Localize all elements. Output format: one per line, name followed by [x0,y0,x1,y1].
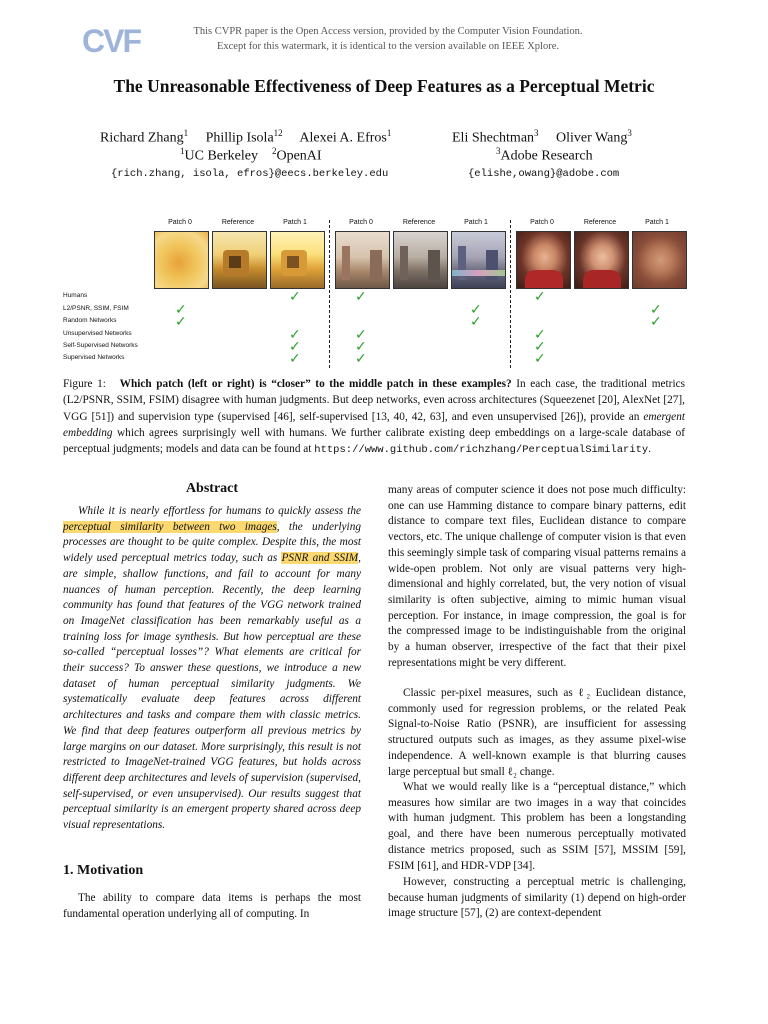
check-icon: ✓ [650,314,662,330]
row-label-l2-psnr: L2/PSNR, SSIM, FSIM [63,305,129,312]
col-label: Reference [221,219,255,226]
affil-sup: 1 [183,128,189,138]
check-icon: ✓ [175,302,187,318]
patch-0-image [335,231,390,289]
body-paragraph: However, constructing a perceptual metric is challenging, because human judgments of similarity (1) depend on high-order image structure [57], (2) are context-dependent [388,876,686,920]
reference-image [393,231,448,289]
patch-1-blurred-image [632,231,687,289]
check-icon: ✓ [534,339,546,355]
figure-caption [63,376,685,458]
reference-image [574,231,629,289]
caption-label: Figure 1: [63,378,106,390]
affiliation: Adobe Research [500,148,593,164]
col-label: Reference [402,219,436,226]
author-name: Phillip Isola [205,130,274,146]
author-name: Richard Zhang [100,130,184,146]
affil-sup: 1 [386,128,392,138]
check-icon: ✓ [355,351,367,367]
patch-0-blurred-image [154,231,209,289]
row-label-humans: Humans [63,292,88,299]
check-icon: ✓ [175,314,187,330]
check-icon: ✓ [470,302,482,318]
check-icon: ✓ [534,289,546,305]
affil-sup: 12 [273,128,283,138]
author-name: Alexei A. Efros [299,130,387,146]
check-icon: ✓ [289,289,301,305]
reference-image [212,231,267,289]
check-icon: ✓ [650,302,662,318]
affil-sup: 1 [180,146,185,156]
col-label: Patch 1 [645,219,669,226]
patch-1-noisy-image [451,231,506,289]
motivation-paragraph: The ability to compare data items is perhaps the most fundamental operation underlying all of computing. In [63,892,361,920]
set-separator [329,220,330,368]
body-paragraph: Classic per-pixel measures, such as ℓ₂ Euclidean distance, commonly used for regression problems, or the related Peak Signal-to-Noise Ratio (PSNR), are insufficient for assessing structured outputs such as images, as they assume pixel-wise independence. A well-known example is that blurring causes large perceptual but small ℓ₂ change. [388,687,686,778]
email-left[interactable]: {rich.zhang, isola, efros}@eecs.berkeley.edu [111,168,389,180]
caption-text: In each case, the traditional metrics (L2/PSNR, SSIM, FSIM) disagree with human judgments. But deep networks, even across architectures (Squeezenet [20], AlexNet [27], VGG [51]) and supervision type (supervised [46], self-supervised [13, 40, 42, 63], and even unsupervised [26]), provide an [63,378,685,423]
watermark-notice [168,24,608,54]
affil-sup: 3 [496,146,501,156]
authors-left [100,128,391,147]
abstract-fragment: , the underlying processes are thought to be quite complex. Despite this, the most widely used perceptual metrics today, such as [63,520,361,565]
body-paragraph: What we would really like is a “perceptual distance,” which measures how similar are two images in a way that coincides with human judgment. This problem has been a longstanding goal, and there have been numerous perceptually motivated distance metrics proposed, such as SSIM [57], MSSIM [59], FSIM [61], and HDR-VDP [34]. [388,781,686,872]
row-label-random: Random Networks [63,317,117,324]
affiliations-left [180,146,322,165]
check-icon: ✓ [289,351,301,367]
col-label: Reference [583,219,617,226]
caption-text: which agrees surprisingly well with humans. We further calibrate existing deep embeddings on a large-scale database of perceptual judgments; models and data can be found at [63,426,685,456]
email-right[interactable]: {elishe,owang}@adobe.com [468,168,620,180]
check-icon: ✓ [534,351,546,367]
authors-right [452,128,632,147]
caption-emphasis: emergent embedding [63,410,685,439]
row-label-self-supervised: Self-Supervised Networks [63,342,138,349]
abstract-text [63,504,361,834]
col-label: Patch 1 [464,219,488,226]
watermark-line-1: This CVPR paper is the Open Access version, provided by the Computer Vision Foundation. [193,26,583,37]
col-label: Patch 0 [530,219,554,226]
caption-question: Which patch (left or right) is “closer” to the middle patch in these examples? [119,378,512,390]
paper-title: The Unreasonable Effectiveness of Deep Features as a Perceptual Metric [113,76,655,96]
affil-sup: 3 [534,128,539,138]
affil-sup: 2 [271,146,277,156]
col-label: Patch 0 [349,219,373,226]
svg-text:CVF: CVF [82,23,140,58]
col-label: Patch 0 [168,219,192,226]
cvf-logo [82,22,142,58]
watermark-line-2: Except for this watermark, it is identical to the version available on IEEE Xplore. [216,41,559,52]
row-label-unsupervised: Unsupervised Networks [63,330,132,337]
highlighted-text: PSNR and SSIM [281,552,359,565]
abstract-heading: Abstract [185,481,239,496]
check-icon: ✓ [355,339,367,355]
col-label: Patch 1 [283,219,307,226]
abstract-fragment: While it is nearly effortless for humans to quickly assess the [78,505,361,517]
author-name: Oliver Wang [556,130,628,146]
patch-0-image [516,231,571,289]
affiliation: UC Berkeley [184,148,258,164]
abstract-fragment: , are simple, shallow functions, and fail to account for many nuances of human perception. Recently, the deep learning community has found that features of the VGG network trained on ImageNet classification has been remarkably useful as a training loss for image synthesis. But how perceptual are these so-called “perceptual losses”? What elements are critical for their success? To answer these questions, we introduce a new dataset of human perceptual similarity judgments. We systematically evaluate deep features across different architectures and tasks and compare them with classic metrics. We find that deep features outperform all previous metrics by large margins on our dataset. More surprisingly, this result is not restricted to ImageNet-trained VGG features, but holds across different deep architectures and levels of supervision (supervised, self-supervised, or even unsupervised). Our results suggest that perceptual similarity is an emergent property shared across deep visual representations. [63,552,361,832]
highlighted-text: perceptual similarity between two images [63,520,277,533]
caption-end: . [648,443,652,456]
affiliation: OpenAI [276,148,322,164]
body-paragraph: many areas of computer science it does not pose much difficulty: one can use Hamming distance to compare binary patterns, edit distance to compare text files, Euclidean distance to compare vectors, etc. The unique challenge of computer vision is that even this seemingly simple task of comparing visual patterns remains a wide-open problem. Not only are visual patterns very high-dimensional and highly correlated, but, the very notion of visual similarity is often subjective, aiming to mimic human visual perception. For instance, in image compression, the goal is for the compressed image to be indistinguishable from the original by a human observer, irrespective of the fact that their pixel representations might be very different. [388,484,686,669]
check-icon: ✓ [470,314,482,330]
affiliations-right [496,146,593,165]
check-icon: ✓ [355,327,367,343]
check-icon: ✓ [289,339,301,355]
check-icon: ✓ [355,289,367,305]
set-separator [510,220,511,368]
row-label-supervised: Supervised Networks [63,354,125,361]
motivation-heading: 1. Motivation [63,863,144,878]
check-icon: ✓ [534,327,546,343]
check-icon: ✓ [289,327,301,343]
affil-sup: 3 [627,128,632,138]
patch-1-image [270,231,325,289]
author-name: Eli Shechtman [452,130,535,146]
project-url-link[interactable]: https://www.github.com/richzhang/PerceptualSimilarity [314,444,649,457]
